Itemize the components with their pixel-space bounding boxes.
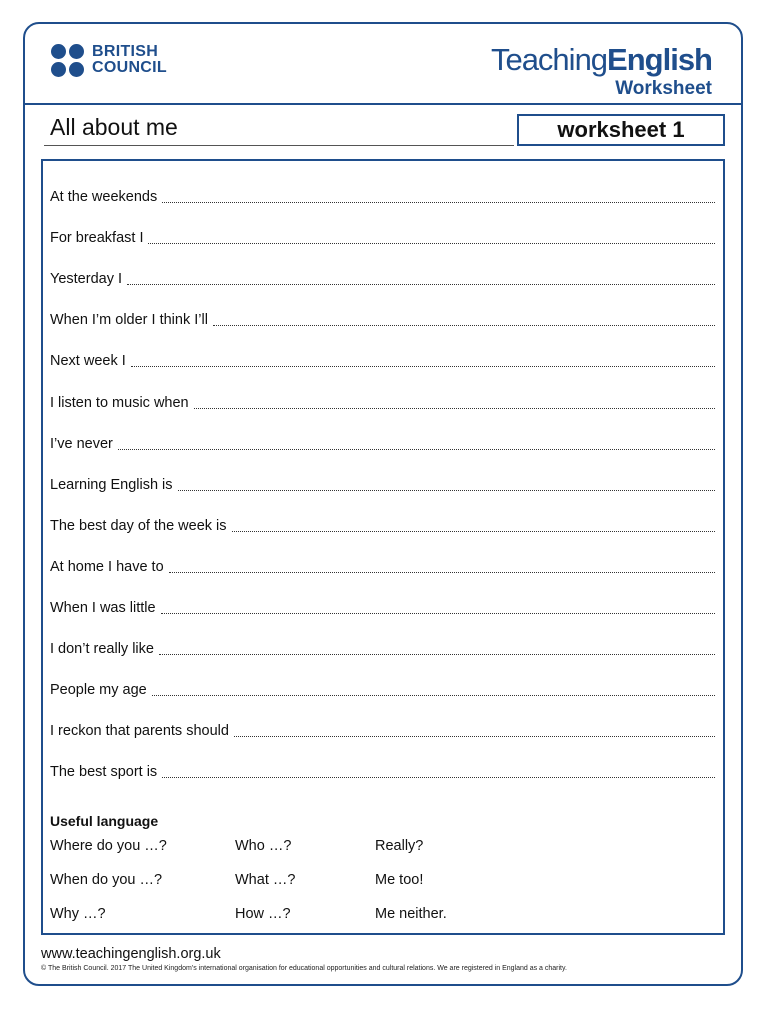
prompt-row: [50, 708, 715, 749]
prompt-row: [50, 256, 715, 297]
worksheet-subtitle: Worksheet: [615, 78, 712, 99]
prompt-label: I listen to music when: [50, 394, 189, 411]
prompt-label: When I’m older I think I’ll: [50, 312, 208, 329]
prompt-row: [50, 215, 715, 256]
answer-line[interactable]: [131, 365, 715, 367]
answer-line[interactable]: [178, 489, 715, 491]
prompt-label: At home I have to: [50, 558, 164, 575]
useful-phrase: When do you …?: [50, 872, 163, 888]
prompt-row: [50, 338, 715, 379]
prompt-row: [50, 379, 715, 420]
prompt-row: [50, 421, 715, 462]
answer-line[interactable]: [169, 571, 715, 573]
useful-phrase: Me too!: [375, 872, 424, 888]
prompt-row: [50, 174, 715, 215]
useful-phrase: Who …?: [235, 838, 292, 854]
prompt-row: [50, 544, 715, 585]
prompt-row: [50, 297, 715, 338]
useful-phrase: How …?: [235, 906, 291, 922]
british-council-dots-icon: [51, 44, 87, 80]
answer-line[interactable]: [161, 612, 715, 614]
prompt-row: [50, 667, 715, 708]
prompt-row: [50, 503, 715, 544]
header-divider: [23, 103, 743, 105]
teachingenglish-wordmark: TeachingEnglish: [490, 42, 712, 77]
answer-line[interactable]: [127, 283, 715, 285]
prompt-row: [50, 462, 715, 503]
useful-phrase: Where do you …?: [50, 838, 167, 854]
prompt-label: Next week I: [50, 353, 126, 370]
answer-line[interactable]: [162, 776, 715, 778]
answer-line[interactable]: [148, 242, 715, 244]
title-underline: [44, 145, 514, 146]
prompt-label: When I was little: [50, 600, 156, 617]
prompt-label: At the weekends: [50, 189, 158, 206]
prompt-label: Learning English is: [50, 476, 173, 493]
worksheet-number-box: worksheet 1: [517, 114, 725, 146]
prompt-label: People my age: [50, 682, 147, 699]
prompt-label: I reckon that parents should: [50, 723, 229, 740]
prompt-label: Yesterday I: [50, 271, 123, 288]
teachingenglish-brand: [491, 44, 712, 101]
page-title: All about me: [50, 114, 178, 140]
prompt-label: For breakfast I: [50, 230, 144, 247]
prompt-row: [50, 749, 715, 790]
answer-line[interactable]: [118, 448, 715, 450]
answer-line[interactable]: [159, 653, 715, 655]
useful-language-grid: [50, 838, 700, 940]
useful-phrase: What …?: [235, 872, 296, 888]
useful-phrase: Why …?: [50, 906, 106, 922]
answer-line[interactable]: [234, 735, 715, 737]
answer-line[interactable]: [232, 530, 715, 532]
useful-language-heading: Useful language: [50, 813, 159, 829]
footer-url[interactable]: www.teachingenglish.org.uk: [41, 946, 221, 962]
useful-language-row: [50, 872, 700, 906]
footer-copyright: © The British Council. 2017 The United Kingdom’s international organisation for educational opportunities and cultural relations. We are registered in England as a charity.: [41, 965, 567, 972]
sentence-prompts-list: [50, 174, 715, 790]
useful-language-row: [50, 906, 700, 940]
answer-line[interactable]: [152, 694, 715, 696]
british-council-wordmark: BRITISH COUNCIL: [92, 43, 167, 76]
prompt-row: [50, 585, 715, 626]
useful-phrase: Really?: [375, 838, 424, 854]
prompt-label: The best day of the week is: [50, 517, 227, 534]
answer-line[interactable]: [162, 201, 715, 203]
useful-phrase: Me neither.: [375, 906, 447, 922]
british-council-logo: [51, 44, 181, 80]
prompt-label: I don’t really like: [50, 641, 154, 658]
prompt-label: I’ve never: [50, 435, 113, 452]
prompt-row: [50, 626, 715, 667]
answer-line[interactable]: [194, 407, 715, 409]
prompt-label: The best sport is: [50, 764, 158, 781]
useful-language-row: [50, 838, 700, 872]
answer-line[interactable]: [213, 324, 715, 326]
